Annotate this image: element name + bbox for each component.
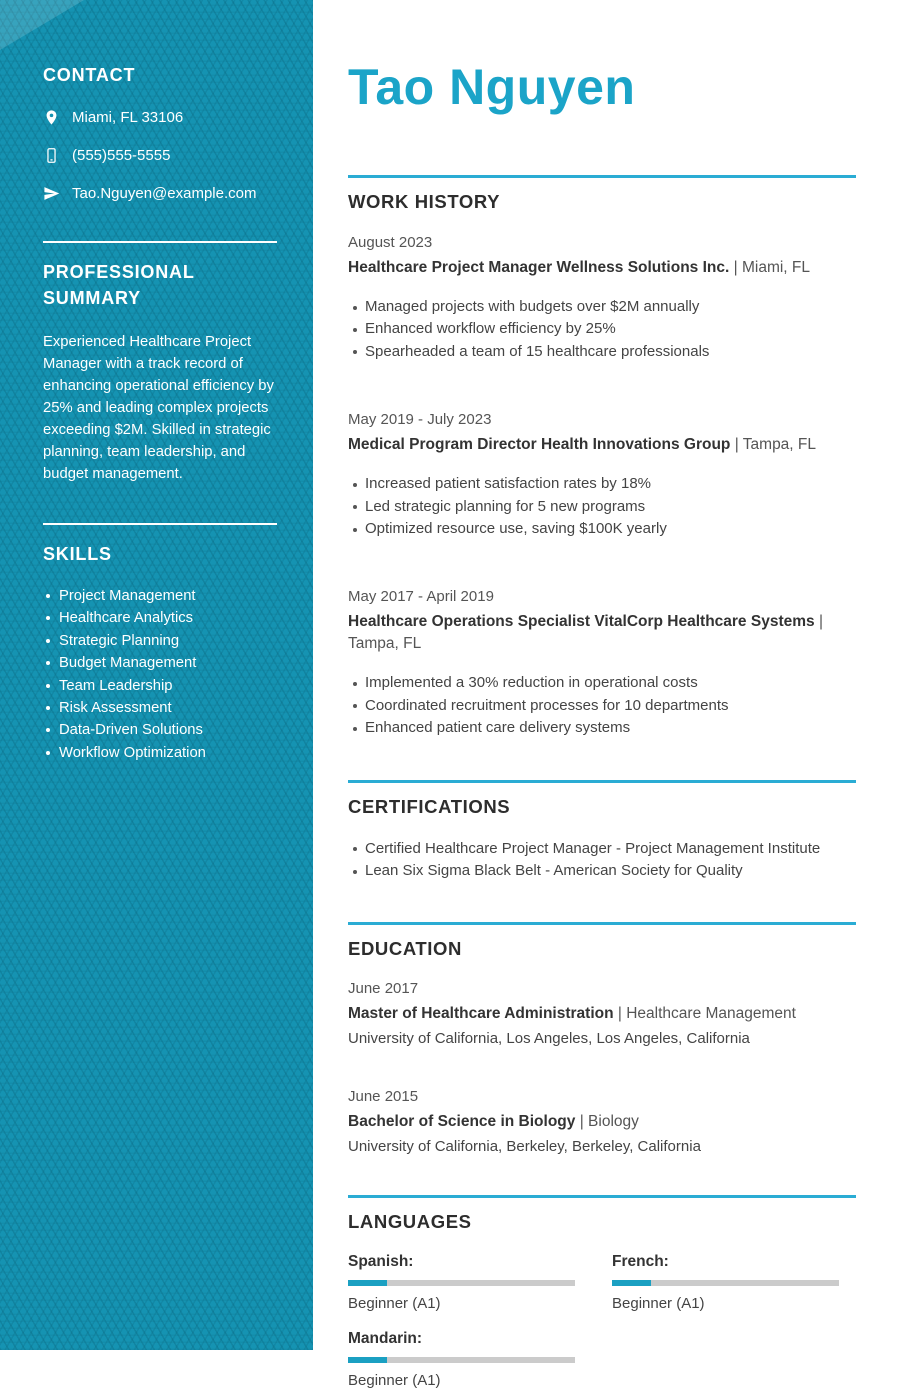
language-progress-track <box>612 1280 839 1286</box>
corner-decoration <box>0 0 84 50</box>
language-entry <box>612 1253 876 1312</box>
education-degree: Master of Healthcare Administration <box>348 1005 614 1023</box>
skill-item: Risk Assessment <box>43 697 277 719</box>
job-dates: August 2023 <box>348 234 433 251</box>
job-location: Tampa, FL <box>348 635 422 653</box>
education-entry <box>348 1088 856 1155</box>
contact-email-row <box>43 184 277 203</box>
job-bullet-list <box>348 672 856 739</box>
separator: | <box>617 1005 622 1023</box>
contact-section-title: CONTACT <box>43 65 136 85</box>
job-bullet: Spearheaded a team of 15 healthcare professionals <box>348 341 856 363</box>
contact-email-text: Tao.Nguyen@example.com <box>72 185 257 202</box>
job-bullet-list <box>348 473 856 540</box>
job-bullet: Increased patient satisfaction rates by 18% <box>348 473 856 495</box>
certification-item: Lean Six Sigma Black Belt - American Society for Quality <box>348 860 856 882</box>
job-title-line <box>348 611 856 655</box>
candidate-name: Tao Nguyen <box>348 59 636 115</box>
job-bullet: Coordinated recruitment processes for 10 departments <box>348 695 856 717</box>
language-entry <box>348 1253 612 1312</box>
job-title-line <box>348 257 856 279</box>
location-pin-icon <box>43 108 60 127</box>
language-progress-track <box>348 1280 575 1286</box>
education-degree: Bachelor of Science in Biology <box>348 1113 576 1131</box>
education-school: University of California, Berkeley, Berkeley, California <box>348 1138 701 1156</box>
education-section <box>348 922 856 1155</box>
language-entry <box>348 1330 612 1389</box>
job-bullet: Optimized resource use, saving $100K yearly <box>348 518 856 540</box>
job-dates: May 2017 - April 2019 <box>348 588 494 606</box>
language-name: Mandarin: <box>348 1330 423 1348</box>
job-role: Healthcare Project Manager Wellness Solutions Inc. <box>348 259 730 276</box>
work-history-section <box>348 175 856 740</box>
job-entry <box>348 411 856 540</box>
section-divider <box>348 175 856 178</box>
job-bullet: Enhanced patient care delivery systems <box>348 717 856 739</box>
work-history-title: WORK HISTORY <box>348 191 501 212</box>
education-field: Biology <box>588 1113 639 1131</box>
job-bullet: Implemented a 30% reduction in operational costs <box>348 672 856 694</box>
education-date: June 2015 <box>348 1088 419 1106</box>
education-date: June 2017 <box>348 980 419 998</box>
education-field: Healthcare Management <box>626 1005 796 1023</box>
education-school: University of California, Los Angeles, Los Angeles, California <box>348 1030 750 1048</box>
languages-title: LANGUAGES <box>348 1211 472 1233</box>
skill-item: Team Leadership <box>43 675 277 697</box>
language-level: Beginner (A1) <box>348 1295 441 1313</box>
languages-grid <box>348 1253 856 1389</box>
certifications-section <box>348 780 856 883</box>
section-divider <box>348 922 856 925</box>
section-divider <box>348 1195 856 1198</box>
job-dates: May 2019 - July 2023 <box>348 411 492 429</box>
education-degree-line <box>348 1111 856 1133</box>
language-progress-fill <box>612 1280 651 1286</box>
language-progress-track <box>348 1357 575 1363</box>
languages-section <box>348 1195 856 1389</box>
sidebar-divider <box>43 523 277 525</box>
certification-item: Certified Healthcare Project Manager - Project Management Institute <box>348 838 856 860</box>
skill-item: Project Management <box>43 585 277 607</box>
separator: | <box>818 613 823 631</box>
phone-icon <box>43 146 60 165</box>
job-location: Miami, FL <box>741 259 811 276</box>
job-bullet: Managed projects with budgets over $2M annually <box>348 296 856 318</box>
main-content <box>313 0 900 1389</box>
education-entry <box>348 980 856 1047</box>
job-bullet: Enhanced workflow efficiency by 25% <box>348 318 856 340</box>
section-divider <box>348 780 856 783</box>
summary-text: Experienced Healthcare Project Manager with a track record of enhancing operational efficiency by 25% and leading complex projects exceeding $2M. Skilled in strategic planning, team leadership, and budget management. <box>43 334 274 482</box>
contact-location-text: Miami, FL 33106 <box>72 109 184 126</box>
contact-phone-text: (555)555-5555 <box>72 147 171 164</box>
education-title: EDUCATION <box>348 938 462 960</box>
separator: | <box>579 1113 584 1131</box>
skill-item: Data-Driven Solutions <box>43 719 277 741</box>
contact-phone-row <box>43 146 277 165</box>
language-progress-fill <box>348 1280 387 1286</box>
contact-location-row <box>43 108 277 127</box>
sidebar <box>0 0 313 1350</box>
send-icon <box>43 184 60 203</box>
skill-item: Strategic Planning <box>43 630 277 652</box>
summary-section-title: PROFESSIONAL SUMMARY <box>43 262 195 308</box>
job-role: Healthcare Operations Specialist VitalCorp Healthcare Systems <box>348 613 815 631</box>
job-entry <box>348 234 856 363</box>
language-name: Spanish: <box>348 1253 414 1271</box>
certifications-title: CERTIFICATIONS <box>348 795 511 817</box>
language-progress-fill <box>348 1357 387 1363</box>
separator: | <box>734 436 739 454</box>
language-level: Beginner (A1) <box>612 1295 705 1313</box>
skills-list <box>43 585 277 764</box>
job-location: Tampa, FL <box>742 436 817 454</box>
job-title-line <box>348 434 856 456</box>
skill-item: Workflow Optimization <box>43 742 277 764</box>
sidebar-divider <box>43 241 277 243</box>
skill-item: Budget Management <box>43 652 277 674</box>
job-entry <box>348 588 856 739</box>
language-level: Beginner (A1) <box>348 1372 441 1389</box>
language-name: French: <box>612 1253 669 1271</box>
skills-section-title: SKILLS <box>43 544 112 564</box>
job-bullet-list <box>348 296 856 363</box>
certifications-list <box>348 838 856 883</box>
job-bullet: Led strategic planning for 5 new programs <box>348 496 856 518</box>
skill-item: Healthcare Analytics <box>43 607 277 629</box>
job-role: Medical Program Director Health Innovations Group <box>348 436 731 454</box>
separator: | <box>733 259 738 276</box>
education-degree-line <box>348 1003 856 1025</box>
